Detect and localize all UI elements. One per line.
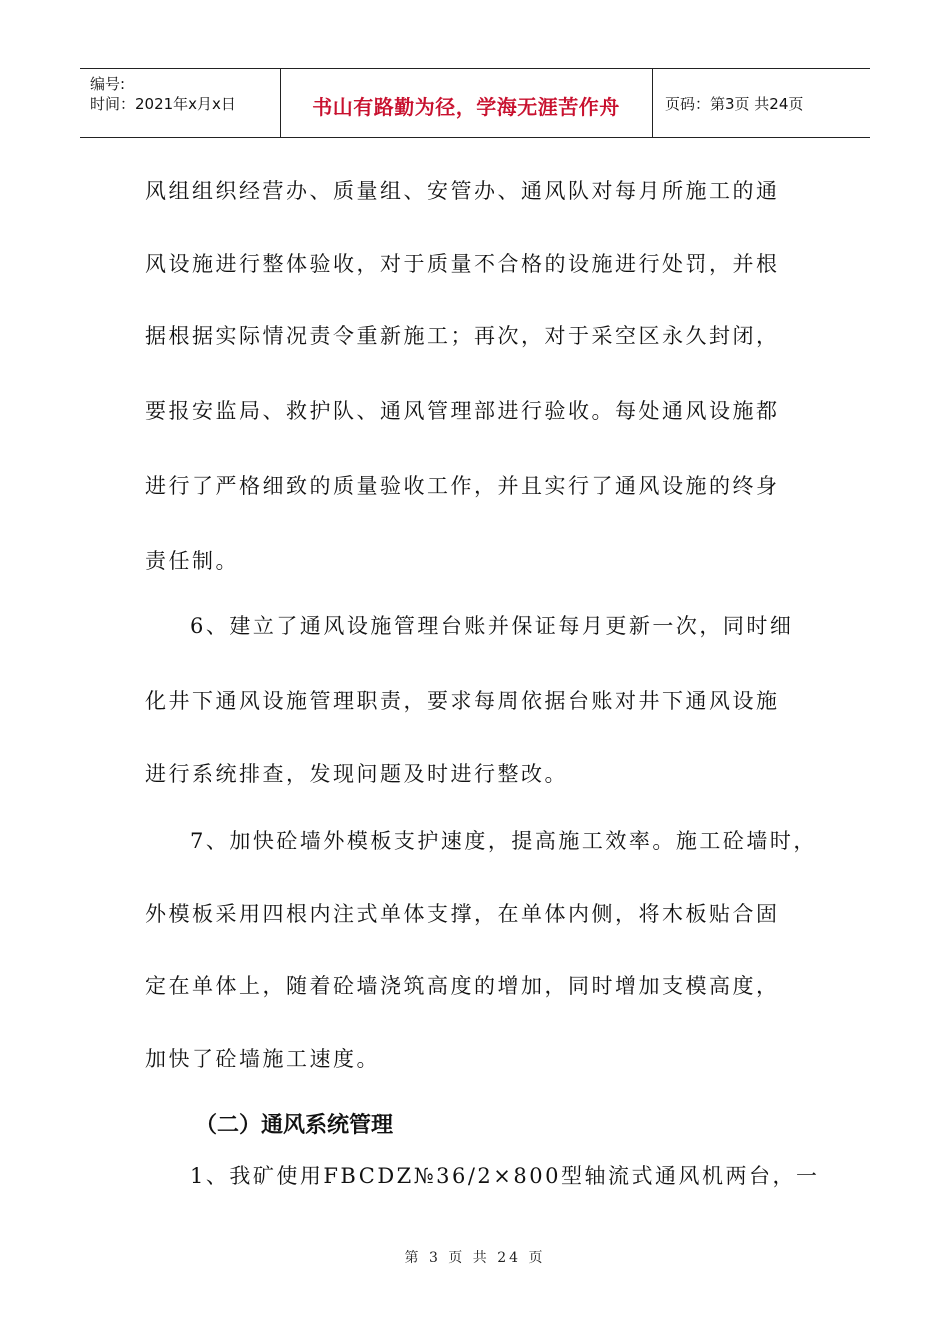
header-page-cell [653, 69, 870, 137]
section-heading: （二）通风系统管理 [195, 1113, 394, 1138]
page-footer: 第 3 页 共 24 页 [404, 1250, 546, 1266]
paragraph-line: 风设施进行整体验收，对于质量不合格的设施进行处罚，并根 [145, 252, 780, 276]
paragraph-line: 要报安监局、救护队、通风管理部进行验收。每处通风设施都 [145, 399, 780, 423]
paragraph-line: 1、我矿使用FBCDZ№36/2×800型轴流式通风机两台，一 [190, 1164, 820, 1188]
paragraph-line: 化井下通风设施管理职责，要求每周依据台账对井下通风设施 [145, 689, 780, 713]
document-header [80, 68, 870, 138]
paragraph-line: 外模板采用四根内注式单体支撑，在单体内侧，将木板贴合固 [145, 902, 780, 926]
document-date: 时间：2021年x月x日 [90, 95, 236, 113]
paragraph-line: 责任制。 [145, 549, 239, 573]
paragraph-line: 加快了砼墙施工速度。 [145, 1047, 380, 1071]
paragraph-line: 定在单体上，随着砼墙浇筑高度的增加，同时增加支模高度， [145, 974, 780, 998]
header-motto-cell [280, 69, 653, 137]
document-number-label: 编号: [90, 75, 126, 93]
header-meta-cell [80, 69, 281, 137]
paragraph-line: 风组组织经营办、质量组、安管办、通风队对每月所施工的通 [145, 179, 780, 203]
paragraph-line: 据根据实际情况责令重新施工；再次，对于采空区永久封闭， [145, 324, 780, 348]
paragraph-line: 进行了严格细致的质量验收工作，并且实行了通风设施的终身 [145, 474, 780, 498]
paragraph-line: 7、加快砼墙外模板支护速度，提高施工效率。施工砼墙时， [190, 829, 817, 853]
paragraph-line: 进行系统排查，发现问题及时进行整改。 [145, 762, 568, 786]
paragraph-line: 6、建立了通风设施管理台账并保证每月更新一次，同时细 [190, 614, 794, 638]
header-motto: 书山有路勤为径，学海无涯苦作舟 [312, 95, 620, 119]
header-page-code: 页码：第3页 共24页 [665, 95, 804, 113]
